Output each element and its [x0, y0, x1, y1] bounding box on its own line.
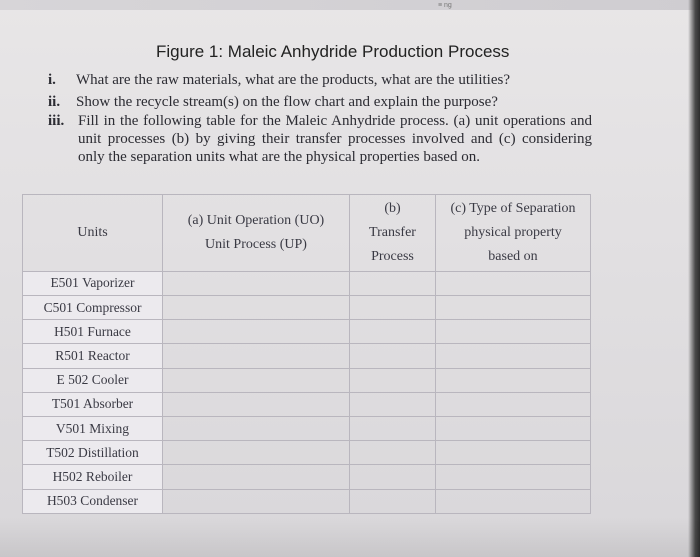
photo-bottom-shade — [0, 517, 700, 557]
uo-cell — [163, 392, 350, 416]
table-row — [23, 320, 591, 344]
unit-cell: V501 Mixing — [23, 417, 163, 441]
separation-cell — [436, 320, 591, 344]
separation-cell — [436, 465, 591, 489]
header-b-line: Process — [371, 248, 414, 264]
uo-cell — [163, 417, 350, 441]
unit-cell: H501 Furnace — [23, 320, 163, 344]
table-row — [23, 441, 591, 465]
transfer-cell — [350, 465, 436, 489]
header-b-line: Transfer — [369, 224, 416, 240]
uo-cell — [163, 271, 350, 295]
unit-cell: E 502 Cooler — [23, 368, 163, 392]
table-row — [23, 489, 591, 513]
header-c-line: physical property — [464, 224, 562, 240]
uo-cell — [163, 344, 350, 368]
table-row — [23, 368, 591, 392]
transfer-cell — [350, 489, 436, 513]
header-b-line: (b) — [384, 200, 401, 216]
separation-cell — [436, 368, 591, 392]
question-number: ii. — [48, 94, 61, 110]
transfer-cell — [350, 368, 436, 392]
unit-cell: R501 Reactor — [23, 344, 163, 368]
transfer-cell — [350, 295, 436, 319]
header-b — [350, 195, 436, 272]
table-row — [23, 417, 591, 441]
header-a — [163, 195, 350, 272]
unit-cell: C501 Compressor — [23, 295, 163, 319]
unit-cell: T502 Distillation — [23, 441, 163, 465]
unit-cell: H503 Condenser — [23, 489, 163, 513]
table-row — [23, 295, 591, 319]
question-number: iii. — [48, 113, 65, 129]
transfer-cell — [350, 441, 436, 465]
header-units — [23, 195, 163, 272]
unit-cell: H502 Reboiler — [23, 465, 163, 489]
transfer-cell — [350, 392, 436, 416]
table-row — [23, 465, 591, 489]
question-text: Fill in the following table for the Maleic Anhydride process. (a) unit operations and unit processes (b) by giving their transfer processes involved and (c) considering only the separation units what are the physical properties based on. — [78, 113, 592, 165]
unit-cell: E501 Vaporizer — [23, 271, 163, 295]
header-mark: ≡ ng — [438, 2, 452, 9]
separation-cell — [436, 295, 591, 319]
separation-cell — [436, 271, 591, 295]
table-row — [23, 271, 591, 295]
unit-table — [22, 194, 591, 514]
header-a-line: Unit Process (UP) — [205, 236, 307, 252]
unit-cell: T501 Absorber — [23, 392, 163, 416]
figure-title: Figure 1: Maleic Anhydride Production Process — [156, 42, 510, 61]
transfer-cell — [350, 417, 436, 441]
separation-cell — [436, 392, 591, 416]
uo-cell — [163, 320, 350, 344]
transfer-cell — [350, 271, 436, 295]
photo-edge-shadow — [688, 0, 700, 557]
question-1 — [48, 71, 510, 89]
uo-cell — [163, 368, 350, 392]
separation-cell — [436, 417, 591, 441]
uo-cell — [163, 465, 350, 489]
table-header-row — [23, 195, 591, 272]
header-units-label: Units — [77, 224, 108, 240]
uo-cell — [163, 441, 350, 465]
table-row — [23, 392, 591, 416]
header-c — [436, 195, 591, 272]
page-top-edge — [0, 0, 700, 10]
header-c-line: based on — [488, 248, 538, 264]
separation-cell — [436, 441, 591, 465]
question-text: Show the recycle stream(s) on the flow chart and explain the purpose? — [76, 94, 498, 110]
question-text: What are the raw materials, what are the products, what are the utilities? — [76, 72, 510, 88]
uo-cell — [163, 489, 350, 513]
uo-cell — [163, 295, 350, 319]
separation-cell — [436, 489, 591, 513]
question-number: i. — [48, 72, 56, 88]
separation-cell — [436, 344, 591, 368]
header-c-line: (c) Type of Separation — [450, 200, 576, 216]
question-2 — [48, 93, 498, 111]
transfer-cell — [350, 344, 436, 368]
transfer-cell — [350, 320, 436, 344]
table-row — [23, 344, 591, 368]
header-a-line: (a) Unit Operation (UO) — [187, 212, 325, 228]
